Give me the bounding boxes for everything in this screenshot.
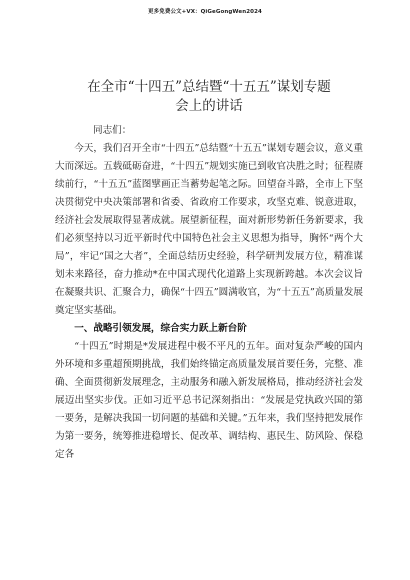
title-line-1: 在全市“十四五”总结暨“十五五”谋划专题 xyxy=(87,79,331,95)
section-1-paragraph: “十四五”时期是*发展进程中极不平凡的五年。面对复杂严峻的国内外环境和多重超预期挑战，我们始终锚定高质量发展首要任务，完整、准确、全面贯彻新发展理念，主动服务和融入新发展格局，推动经济社会发展迈出坚实步伐。正如习近平总书记深刻指出：“发展是党执政兴国的第一要务，是解决我国一切问题的基础和关键。”五年来，我们坚持把发展作为第一要务，统筹推进稳增长、促改革、调结构、惠民生、防风险、保稳定各 xyxy=(55,341,363,460)
title-line-2: 会上的讲话 xyxy=(175,98,243,114)
document-page xyxy=(55,78,363,464)
intro-paragraph: 今天，我们召开全市“十四五”总结暨“十五五”谋划专题会议，意义重大而深远。五载砥砺奋进，“十四五”规划实施已到收官决胜之时；征程赓续前行，“十五五”蓝图擘画正当蓄势起笔之际。回望奋斗路，全市上下坚决贯彻党中央决策部署和省委、省政府工作要求，攻坚克难、锐意进取，经济社会发展取得显著成就。展望新征程，面对新形势新任务新要求，我们必须坚持以习近平新时代中国特色社会主义思想为指导，胸怀“两个大局”，牢记“国之大者”，全面总结历史经验，科学研判发展方位，精准谋划未来路径，奋力推动*在中国式现代化道路上实现新跨越。本次会议旨在凝聚共识、汇聚合力，确保“十四五”圆满收官，为“十五五”高质量发展奠定坚实基础。 xyxy=(55,143,363,316)
watermark-text: 更多免费公文+VX：QiGeGongWen2024 xyxy=(148,9,262,15)
document-title xyxy=(55,78,363,116)
section-heading-1: 一、战略引领发展，综合实力跃上新台阶 xyxy=(74,323,247,334)
salutation: 同志们： xyxy=(93,125,132,136)
